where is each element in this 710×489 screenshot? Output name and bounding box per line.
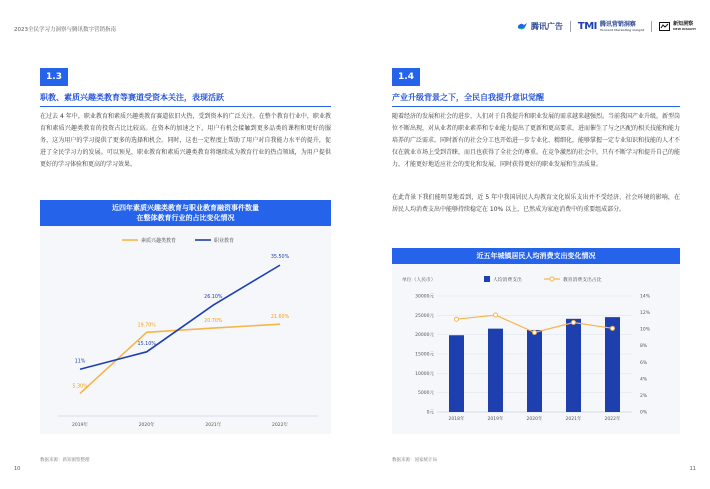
y-left-tick: 25000元 [415,313,434,319]
x-tick-label: 2020年 [138,423,155,428]
new-insight-logo [659,22,696,31]
tencent-ads-icon [517,22,528,31]
page-number-left: 10 [14,466,21,472]
bar [449,335,464,412]
right-paragraph-1: 随着经济的发展和社会的进步，人们对于自我提升和职业发展的需求越来越强烈。当前我国产业升级，新型岗位不断出现，对从业者的职业素养和专业能力提出了更新和更高要求，进而催生了与之匹配的相关技能和能力培养的广泛需求。同时新有的社会分工也开始进一步专业化、精细化，能够掌握一定专业知识和技能的人才不仅在就业市场上受到青睐，而且也获得了全社会的尊重。在竞争激烈的社会中，只有不断学习和提升自己的能力，才能更好地适应社会的变化和发展，同时获得更好的职业发展和生活质量。 [392,113,681,168]
x-tick-label: 2022年 [272,423,288,428]
tencent-ads-logo [517,21,563,32]
line-point [611,326,615,330]
legend-label-spending: 人均消费支出 [493,278,522,283]
chart-title-line2: 在整体教育行业的占比变化情况 [136,214,235,222]
y-left-tick: 5000元 [418,391,434,397]
bar [605,317,620,412]
tmi-logo [578,21,644,32]
line-chart-svg [40,200,331,434]
section-heading-1-4: 产业升级背景之下，全民自我提升意识觉醒 [392,93,544,102]
tmi-logo-name: 腾讯营销洞察 [599,20,636,28]
x-tick-label: 2019年 [487,417,504,422]
logo-divider [651,21,652,32]
x-tick-label: 2022年 [604,417,621,422]
new-insight-logo-sub: NEW INSIGHT [673,27,696,31]
x-tick-label: 2021年 [205,423,222,428]
data-label: 35.50% [270,255,290,261]
legend-label-vocational: 职业教育 [214,238,235,244]
chart-title-line1: 近四年素质兴趣类教育与职业教育融资事件数量 [112,204,259,212]
new-insight-logo-name: 新知洞察 [673,21,694,27]
left-paragraph: 在过去 4 年中，职业教育和素质兴趣类教育赛道依旧火热，受到资本的广泛关注。在整个教育行业中，职业教育和素质兴趣类教育的投资占比比较高。在资本的加速之下，用户有机会接触到更多品类的课程和更好的服务，这为用户的学习提供了更多的选择和机会。同时，这也一定程度上帮助了用户对自我能力水平的提升，促进了全民学习力的发展。可以预见，职业教育和素质兴趣类教育将继续成为教育行业的热点领域，为用户提供更好的学习体验和更高的学习效果。 [40,113,331,168]
data-label: 15.10% [137,341,156,347]
line-point [494,313,498,317]
tmi-logo-sub: Tencent Marketing Insight [599,27,645,32]
y-right-tick: 6% [640,360,648,366]
legend-swatch-spending [484,276,490,282]
tencent-ads-logo-text: 腾讯广告 [530,22,563,31]
right-paragraph-2: 在此背景下我们能明显地看到，近 5 年中我国居民人均教育文化娱乐支出并不受经济、社会环境的影响，在居民人均消费支出中能够持续稳定在 10% 以上，已然成为家庭消费中的重要组成部分。 [392,194,680,213]
data-label: 5.30% [72,384,88,390]
logo-bar [517,21,696,32]
bar-chart-svg [392,248,680,434]
section-heading-1-3: 职教、素质兴趣类教育等赛道受资本关注，表现活跃 [40,93,224,102]
logo-divider [570,21,571,32]
y-right-tick: 2% [640,393,648,399]
bar [527,330,542,412]
tmi-logo-mark: TMI [577,21,597,32]
x-axis-ticks [449,415,621,422]
x-axis-ticks [72,421,288,428]
y-left-tick: 10000元 [415,371,434,377]
document-title: 2023全民学习力洞察与腾讯数字营销指南 [14,27,116,33]
line-point [572,321,576,325]
line-point [533,330,537,334]
data-label: 19.70% [137,323,156,329]
y-right-tick: 4% [640,377,648,383]
y-right-tick: 0% [640,410,648,416]
data-label: 11% [74,359,86,365]
section-rule [40,106,331,107]
unit-label: 单位（人民币） [402,278,436,283]
bar [566,319,581,412]
data-label: 26.10% [204,295,223,301]
data-label: 20.70% [204,319,223,325]
y-axis-right-ticks [640,294,651,416]
legend-label-interest: 素质兴趣类教育 [141,238,177,244]
y-left-tick: 30000元 [415,294,434,300]
legend-marker-edu-share [550,277,554,281]
y-right-tick: 10% [640,327,651,333]
y-right-tick: 8% [640,344,648,350]
y-left-tick: 0元 [426,410,434,416]
series-line-interest [80,324,280,393]
data-labels-vocational [75,254,290,364]
legend-label-edu-share: 教育消费支出占比 [563,278,602,283]
y-left-tick: 20000元 [415,333,434,339]
chart-title: 近五年城镇居民人均消费支出变化情况 [392,248,680,264]
data-label: 21.60% [270,315,290,321]
y-left-tick: 15000元 [415,352,434,358]
section-rule [392,106,680,107]
y-right-tick: 14% [640,294,651,300]
line-point [455,317,459,321]
y-axis-left-ticks [415,293,434,416]
y-right-tick: 12% [640,311,651,317]
edu-share-line [457,315,613,332]
page-number-right: 11 [689,466,696,472]
section-badge-1-3: 1.3 [40,68,68,86]
right-source-note: 数据来源：国家统计局 [392,458,437,463]
x-tick-label: 2020年 [526,417,543,422]
legend [122,237,234,244]
x-tick-label: 2021年 [565,417,582,422]
new-insight-icon [659,22,670,31]
section-badge-1-4: 1.4 [392,68,420,86]
x-tick-label: 2019年 [72,423,88,428]
series-line-vocational [80,265,280,369]
bar [488,329,503,412]
financing-share-chart [40,200,331,434]
left-source-note: 数据来源：新知洞察整理 [40,458,90,463]
x-tick-label: 2018年 [448,417,465,422]
consumption-chart [392,248,680,434]
